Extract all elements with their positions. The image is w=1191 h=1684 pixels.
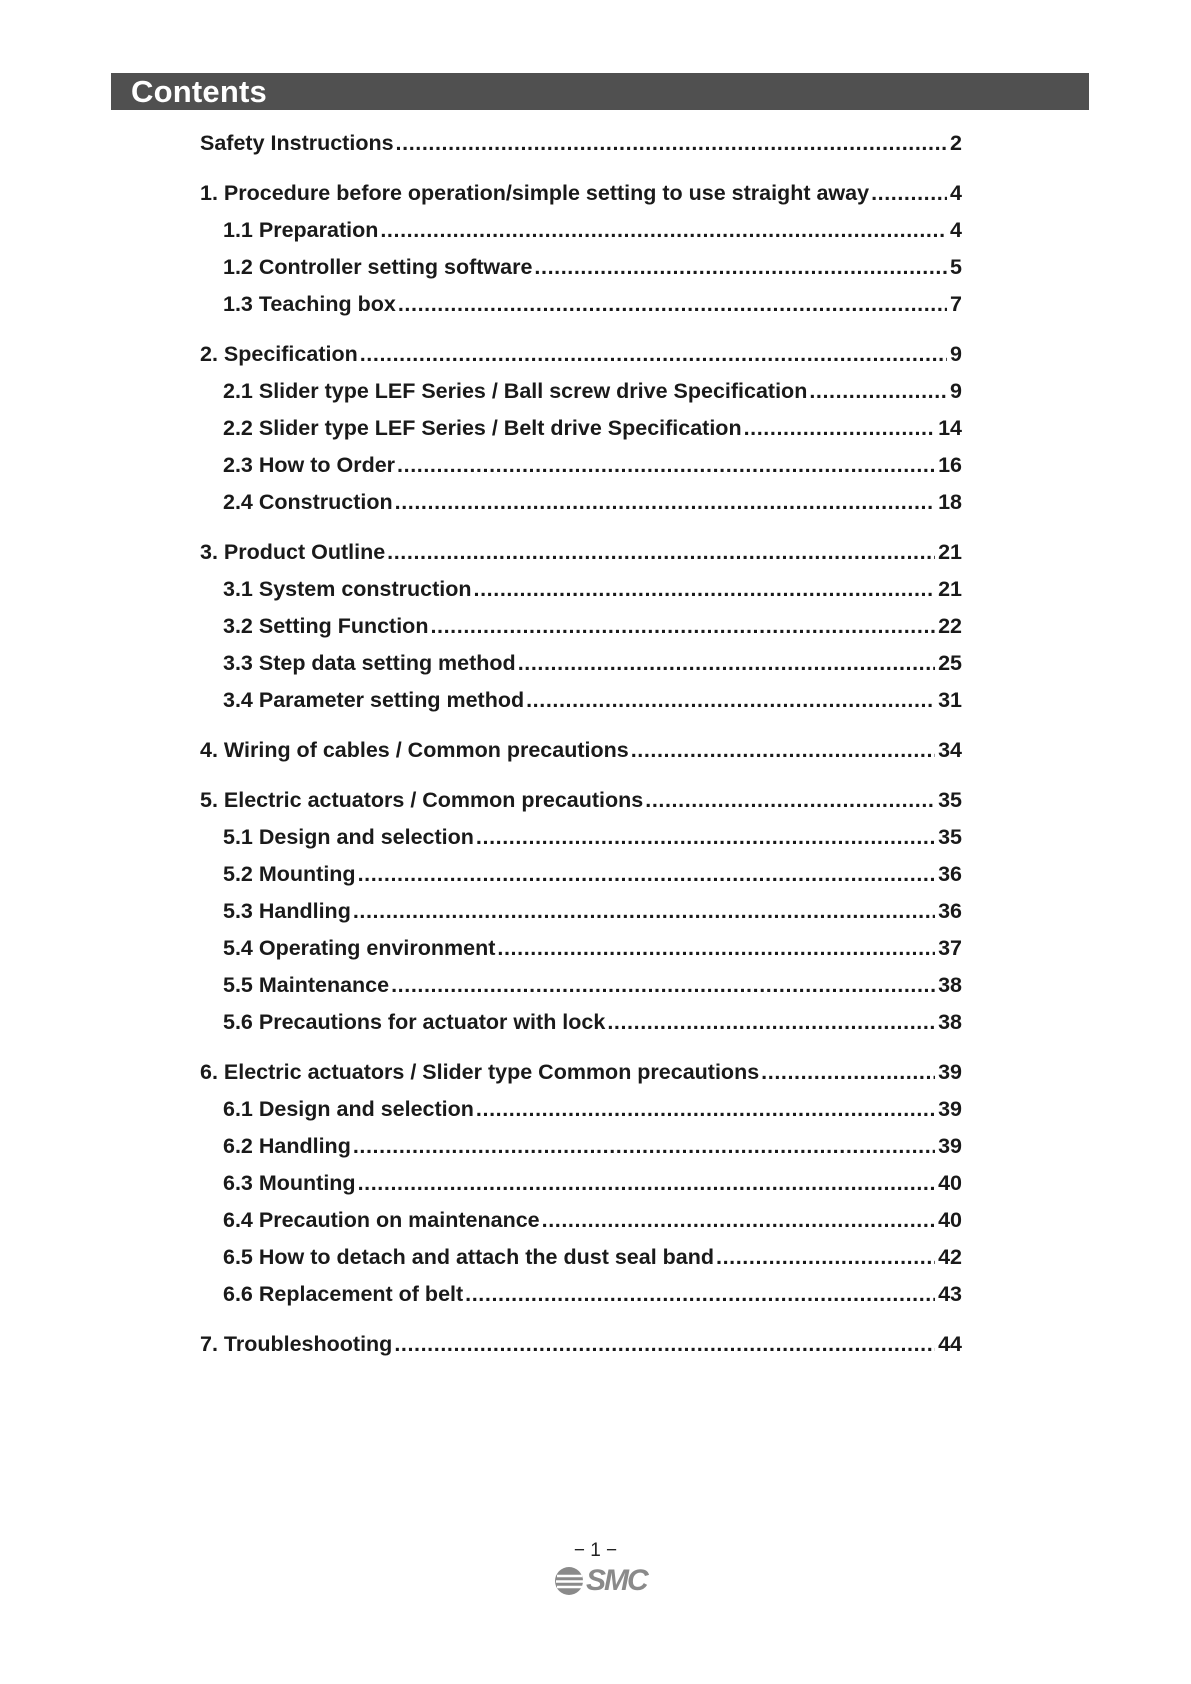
toc-entry-title: 2.2 Slider type LEF Series / Belt drive Specification — [223, 416, 742, 440]
toc-dot-leader — [394, 1330, 935, 1358]
toc-dot-leader — [761, 1058, 935, 1086]
toc-page-number: 5 — [950, 255, 962, 279]
toc-page-number: 7 — [950, 292, 962, 316]
toc-entry-title: 1. Procedure before operation/simple setting to use straight away — [200, 181, 870, 205]
toc-dot-leader — [607, 1008, 935, 1036]
toc-dot-leader — [476, 823, 935, 851]
toc-dot-leader — [497, 934, 935, 962]
toc-entry-title: Safety Instructions — [200, 131, 394, 155]
toc-entry-title: 6.1 Design and selection — [223, 1097, 474, 1121]
toc-entry-title: 2.4 Construction — [223, 490, 393, 514]
toc-subentry[interactable] — [223, 1206, 962, 1234]
toc-page-number: 21 — [938, 540, 962, 564]
toc-dot-leader — [353, 1132, 935, 1160]
toc-entry-title: 5. Electric actuators / Common precautions — [200, 788, 644, 812]
toc-entry-title: 3.2 Setting Function — [223, 614, 429, 638]
toc-entry-title: 6. Electric actuators / Slider type Common precautions — [200, 1060, 760, 1084]
toc-dot-leader — [871, 179, 947, 207]
toc-page-number: 4 — [950, 218, 962, 242]
toc-page-number: 39 — [938, 1060, 962, 1084]
toc-entry[interactable] — [200, 538, 962, 566]
toc-subentry[interactable] — [223, 686, 962, 714]
toc-page-number: 22 — [938, 614, 962, 638]
toc-entry[interactable] — [200, 1058, 962, 1086]
toc-entry[interactable] — [200, 736, 962, 764]
toc-subentry[interactable] — [223, 253, 962, 281]
toc-entry-title: 5.5 Maintenance — [223, 973, 390, 997]
toc-dot-leader — [430, 612, 935, 640]
toc-page-number: 9 — [950, 342, 962, 366]
toc-subentry[interactable] — [223, 1132, 962, 1160]
toc-entry-title: 3.3 Step data setting method — [223, 651, 516, 675]
toc-subentry[interactable] — [223, 216, 962, 244]
toc-subentry[interactable] — [223, 612, 962, 640]
toc-dot-leader — [542, 1206, 935, 1234]
toc-page-number: 16 — [938, 453, 962, 477]
toc-entry-title: 2.3 How to Order — [223, 453, 396, 477]
toc-subentry[interactable] — [223, 649, 962, 677]
toc-entry-title: 7. Troubleshooting — [200, 1332, 393, 1356]
toc-subentry[interactable] — [223, 823, 962, 851]
toc-dot-leader — [809, 377, 947, 405]
toc-entry-title: 5.3 Handling — [223, 899, 351, 923]
toc-entry[interactable] — [200, 786, 962, 814]
toc-page-number: 42 — [938, 1245, 962, 1269]
toc-entry-title: 5.4 Operating environment — [223, 936, 496, 960]
toc-dot-leader — [387, 538, 935, 566]
toc-dot-leader — [526, 686, 935, 714]
toc-page-number: 35 — [938, 825, 962, 849]
toc-subentry[interactable] — [223, 575, 962, 603]
toc-dot-leader — [631, 736, 935, 764]
toc-entry-title: 6.3 Mounting — [223, 1171, 356, 1195]
toc-page-number: 31 — [938, 688, 962, 712]
toc-page-number: 35 — [938, 788, 962, 812]
toc-dot-leader — [395, 488, 935, 516]
toc-subentry[interactable] — [223, 1280, 962, 1308]
toc-dot-leader — [534, 253, 947, 281]
toc-entry-title: 5.1 Design and selection — [223, 825, 474, 849]
toc-dot-leader — [396, 129, 947, 157]
toc-page-number: 36 — [938, 862, 962, 886]
toc-page-number: 39 — [938, 1097, 962, 1121]
toc-dot-leader — [744, 414, 936, 442]
toc-dot-leader — [380, 216, 947, 244]
toc-page-number: 34 — [938, 738, 962, 762]
toc-page-number: 9 — [950, 379, 962, 403]
toc-dot-leader — [358, 860, 936, 888]
toc-subentry[interactable] — [223, 488, 962, 516]
toc-dot-leader — [358, 1169, 936, 1197]
smc-logo — [553, 1563, 653, 1599]
toc-subentry[interactable] — [223, 860, 962, 888]
toc-dot-leader — [353, 897, 935, 925]
toc-subentry[interactable] — [223, 1008, 962, 1036]
toc-entry-title: 5.6 Precautions for actuator with lock — [223, 1010, 606, 1034]
toc-subentry[interactable] — [223, 1095, 962, 1123]
toc-page-number: 40 — [938, 1208, 962, 1232]
page-title: Contents — [131, 74, 267, 109]
toc-dot-leader — [716, 1243, 935, 1271]
toc-page-number: 40 — [938, 1171, 962, 1195]
table-of-contents — [200, 0, 962, 1684]
toc-entry[interactable] — [200, 340, 962, 368]
smc-logo-icon — [553, 1563, 587, 1599]
toc-subentry[interactable] — [223, 1243, 962, 1271]
toc-subentry[interactable] — [223, 934, 962, 962]
toc-entry-title: 1.3 Teaching box — [223, 292, 396, 316]
toc-subentry[interactable] — [223, 971, 962, 999]
toc-page-number: 4 — [950, 181, 962, 205]
toc-page-number: 2 — [950, 131, 962, 155]
toc-entry[interactable] — [200, 179, 962, 207]
toc-entry-title: 2. Specification — [200, 342, 358, 366]
toc-dot-leader — [397, 451, 935, 479]
toc-dot-leader — [398, 290, 947, 318]
toc-entry-title: 6.5 How to detach and attach the dust seal band — [223, 1245, 715, 1269]
toc-subentry[interactable] — [223, 1169, 962, 1197]
toc-entry-title: 6.6 Replacement of belt — [223, 1282, 464, 1306]
toc-dot-leader — [518, 649, 935, 677]
toc-page-number: 14 — [938, 416, 962, 440]
toc-dot-leader — [474, 575, 936, 603]
toc-entry-title: 3.4 Parameter setting method — [223, 688, 525, 712]
toc-dot-leader — [391, 971, 935, 999]
toc-entry-title: 4. Wiring of cables / Common precautions — [200, 738, 629, 762]
page-number: − 1 − — [573, 1540, 618, 1561]
toc-subentry[interactable] — [223, 897, 962, 925]
toc-page-number: 44 — [938, 1332, 962, 1356]
toc-subentry[interactable] — [223, 414, 962, 442]
toc-dot-leader — [645, 786, 935, 814]
toc-entry-title: 1.2 Controller setting software — [223, 255, 533, 279]
toc-dot-leader — [465, 1280, 935, 1308]
toc-page-number: 21 — [938, 577, 962, 601]
toc-entry-title: 3. Product Outline — [200, 540, 386, 564]
toc-entry-title: 2.1 Slider type LEF Series / Ball screw drive Specification — [223, 379, 808, 403]
toc-entry-title: 3.1 System construction — [223, 577, 472, 601]
logo-text: SMC — [586, 1564, 647, 1597]
toc-subentry[interactable] — [223, 290, 962, 318]
toc-entry[interactable] — [200, 129, 962, 157]
toc-entry-title: 6.2 Handling — [223, 1134, 351, 1158]
toc-page-number: 38 — [938, 1010, 962, 1034]
toc-subentry[interactable] — [223, 377, 962, 405]
toc-page-number: 25 — [938, 651, 962, 675]
toc-dot-leader — [476, 1095, 935, 1123]
toc-page-number: 18 — [938, 490, 962, 514]
toc-page-number: 39 — [938, 1134, 962, 1158]
toc-entry-title: 5.2 Mounting — [223, 862, 356, 886]
toc-entry-title: 1.1 Preparation — [223, 218, 379, 242]
toc-page-number: 43 — [938, 1282, 962, 1306]
toc-page-number: 37 — [938, 936, 962, 960]
toc-subentry[interactable] — [223, 451, 962, 479]
toc-entry[interactable] — [200, 1330, 962, 1358]
toc-page-number: 36 — [938, 899, 962, 923]
toc-entry-title: 6.4 Precaution on maintenance — [223, 1208, 540, 1232]
toc-dot-leader — [360, 340, 947, 368]
toc-page-number: 38 — [938, 973, 962, 997]
